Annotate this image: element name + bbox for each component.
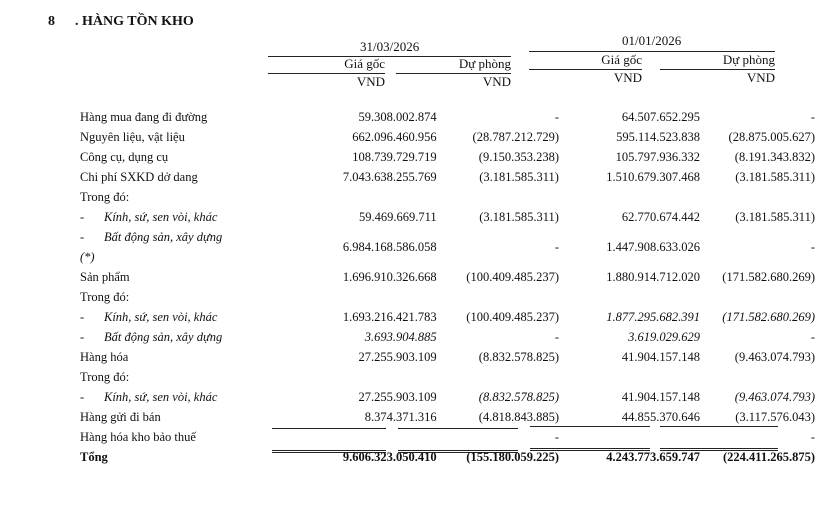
- row-label: Trong đó:: [80, 290, 130, 304]
- cost-current-cell: 3.693.904.885: [364, 330, 437, 344]
- cost-opening-cell: 1.880.914.712.020: [606, 270, 700, 284]
- header-provision-opening: Dự phòng: [722, 52, 775, 67]
- bullet-dash: -: [80, 210, 85, 224]
- table-row: [80, 187, 815, 207]
- row-label: Nguyên liệu, vật liệu: [80, 130, 185, 144]
- cost-current-cell: 59.469.669.711: [358, 210, 437, 224]
- provision-current-cell: (9.150.353.238): [478, 150, 559, 164]
- table-row: [80, 367, 815, 387]
- provision-opening-cell: (224.411.265.875): [722, 450, 815, 464]
- provision-current-cell: [437, 187, 559, 207]
- provision-current-cell: (8.832.578.825): [478, 350, 559, 364]
- cost-opening-cell: 4.243.773.659.747: [606, 450, 700, 464]
- table-row: [80, 207, 815, 227]
- total-double-rule: [398, 450, 518, 453]
- cost-opening-cell: 3.619.029.629: [628, 330, 700, 344]
- row-label: Chi phí SXKD dở dang: [80, 170, 198, 184]
- provision-opening-cell: -: [810, 330, 815, 344]
- cost-opening-cell: [559, 187, 700, 207]
- provision-current-cell: -: [554, 430, 559, 444]
- cost-opening-cell: 1.510.679.307.468: [606, 170, 700, 184]
- period-date-current: 31/03/2026: [360, 39, 420, 54]
- row-label: Trong đó:: [80, 370, 130, 384]
- provision-opening-cell: (9.463.074.793): [734, 350, 815, 364]
- table-row: [80, 127, 815, 147]
- table-row: [80, 267, 815, 287]
- total-top-rule: [398, 428, 518, 429]
- provision-current-cell: -: [554, 240, 559, 254]
- cost-opening-cell: [559, 427, 700, 447]
- table-row: [80, 347, 815, 367]
- table-row: [80, 427, 815, 447]
- cost-current-cell: 1.693.216.421.783: [342, 310, 437, 324]
- provision-opening-cell: (3.117.576.043): [735, 410, 815, 424]
- provision-opening-cell: [700, 287, 815, 307]
- table-row: [80, 147, 815, 167]
- cost-opening-cell: 44.855.370.646: [621, 410, 700, 424]
- header-cost-opening: Giá gốc: [601, 52, 642, 67]
- unit-cost-current: VND: [356, 74, 385, 89]
- row-label: Hàng hóa: [80, 350, 129, 364]
- row-label: Hàng hóa kho bảo thuế: [80, 430, 196, 444]
- cost-opening-cell: 595.114.523.838: [616, 130, 700, 144]
- table-row: [80, 387, 815, 407]
- table-row: [80, 307, 815, 327]
- row-label: [80, 227, 228, 267]
- total-top-rule: [660, 426, 778, 427]
- row-label: Tổng: [80, 450, 108, 464]
- cost-current-cell: 7.043.638.255.769: [342, 170, 437, 184]
- table-row: [80, 227, 815, 267]
- row-label: Sản phẩm: [80, 270, 130, 284]
- cost-current-cell: 108.739.729.719: [352, 150, 437, 164]
- provision-current-cell: -: [554, 330, 559, 344]
- cost-opening-cell: 1.877.295.682.391: [606, 310, 700, 324]
- total-double-rule: [272, 450, 386, 453]
- table-row: [80, 287, 815, 307]
- total-double-rule: [660, 448, 778, 451]
- table-row: [80, 327, 815, 347]
- cost-current-cell: 59.308.002.874: [358, 110, 437, 124]
- row-label: [80, 327, 228, 347]
- row-label: Hàng mua đang đi đường: [80, 110, 208, 124]
- unit-cost-opening: VND: [613, 70, 642, 85]
- provision-current-cell: (100.409.485.237): [466, 270, 559, 284]
- section-title: . HÀNG TỒN KHO: [75, 14, 194, 29]
- cost-current-cell: 27.255.903.109: [358, 390, 437, 404]
- row-label-text: Kính, sứ, sen vòi, khác: [104, 310, 218, 324]
- cost-current-cell: 6.984.168.586.058: [342, 240, 437, 254]
- table-row: [80, 107, 815, 127]
- bullet-dash: -: [80, 330, 85, 344]
- cost-current-cell: 1.696.910.326.668: [342, 270, 437, 284]
- total-double-rule: [530, 448, 650, 451]
- provision-current-cell: (3.181.585.311): [479, 210, 559, 224]
- provision-opening-cell: (171.582.680.269): [722, 270, 815, 284]
- header-cost-current: Giá gốc: [344, 56, 385, 71]
- provision-opening-cell: (171.582.680.269): [722, 310, 815, 324]
- row-label: [80, 307, 228, 327]
- cost-current-cell: [228, 187, 437, 207]
- period-date-opening: 01/01/2026: [622, 33, 682, 48]
- provision-current-cell: (3.181.585.311): [479, 170, 559, 184]
- bullet-dash: -: [80, 230, 85, 244]
- provision-opening-cell: (8.191.343.832): [734, 150, 815, 164]
- cost-opening-cell: 105.797.936.332: [615, 150, 700, 164]
- provision-current-cell: -: [554, 110, 559, 124]
- provision-current-cell: (100.409.485.237): [466, 310, 559, 324]
- cost-current-cell: [228, 367, 437, 387]
- cost-opening-cell: 1.447.908.633.026: [606, 240, 700, 254]
- cost-opening-cell: [559, 287, 700, 307]
- total-top-rule: [272, 428, 386, 429]
- unit-provision-current: VND: [482, 74, 511, 89]
- provision-current-cell: (155.180.059.225): [466, 450, 559, 464]
- cost-opening-cell: 62.770.674.442: [621, 210, 700, 224]
- bullet-dash: -: [80, 310, 85, 324]
- row-label-text: Bất động sản, xây dựng: [104, 330, 223, 344]
- row-label-text: Kính, sứ, sen vòi, khác: [104, 210, 218, 224]
- provision-current-cell: (4.818.843.885): [478, 410, 559, 424]
- total-top-rule: [530, 426, 650, 427]
- row-label: [80, 207, 228, 227]
- provision-opening-cell: -: [810, 430, 815, 444]
- cost-current-cell: 8.374.371.316: [364, 410, 437, 424]
- provision-opening-cell: [700, 367, 815, 387]
- cost-opening-cell: 41.904.157.148: [621, 350, 700, 364]
- cost-current-cell: [228, 287, 437, 307]
- cost-current-cell: 9.606.323.050.410: [342, 450, 437, 464]
- cost-opening-cell: [559, 367, 700, 387]
- cost-current-cell: 27.255.903.109: [358, 350, 437, 364]
- section-number: 8: [48, 14, 55, 29]
- table-row: [80, 167, 815, 187]
- row-label: Công cụ, dụng cụ: [80, 150, 169, 164]
- cost-opening-cell: 41.904.157.148: [621, 390, 700, 404]
- cost-current-cell: [228, 427, 437, 447]
- provision-current-cell: [437, 287, 559, 307]
- bullet-dash: -: [80, 390, 85, 404]
- cost-opening-cell: 64.507.652.295: [621, 110, 700, 124]
- row-label-text: Kính, sứ, sen vòi, khác: [104, 390, 218, 404]
- provision-opening-cell: (3.181.585.311): [735, 210, 815, 224]
- provision-current-cell: (28.787.212.729): [472, 130, 559, 144]
- cost-current-cell: 662.096.460.956: [352, 130, 437, 144]
- table-row: [80, 407, 815, 427]
- provision-opening-cell: -: [810, 240, 815, 254]
- row-label: Trong đó:: [80, 190, 130, 204]
- header-provision-current: Dự phòng: [458, 56, 511, 71]
- provision-opening-cell: [700, 187, 815, 207]
- row-label-text: Bất động sản, xây dựng (*): [80, 230, 223, 264]
- provision-current-cell: [437, 367, 559, 387]
- provision-opening-cell: -: [810, 110, 815, 124]
- provision-current-cell: (8.832.578.825): [478, 390, 559, 404]
- row-label: Hàng gửi đi bán: [80, 410, 161, 424]
- provision-opening-cell: (3.181.585.311): [735, 170, 815, 184]
- unit-provision-opening: VND: [746, 70, 775, 85]
- inventory-table: [80, 107, 815, 467]
- row-label: [80, 387, 228, 407]
- provision-opening-cell: (28.875.005.627): [728, 130, 815, 144]
- provision-opening-cell: (9.463.074.793): [734, 390, 815, 404]
